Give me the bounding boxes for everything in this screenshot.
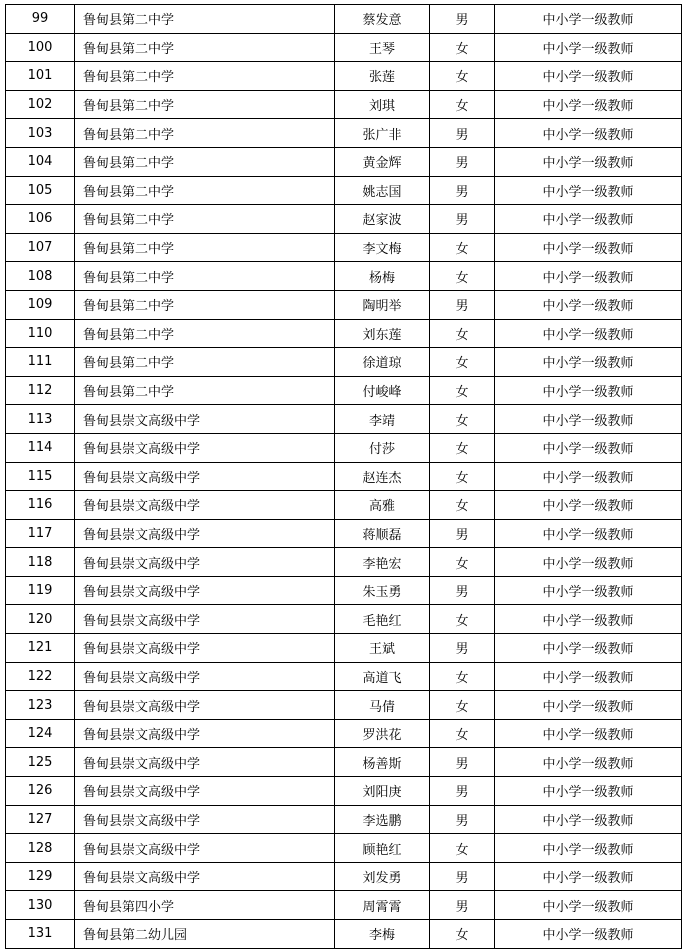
school-cell: 鲁甸县崇文高级中学 <box>75 433 335 462</box>
table-row <box>6 777 682 806</box>
title-cell: 中小学一级教师 <box>495 491 682 520</box>
row-number-cell: 102 <box>6 90 75 119</box>
table-row <box>6 262 682 291</box>
row-number-cell: 116 <box>6 491 75 520</box>
gender-cell: 男 <box>430 290 495 319</box>
title-cell: 中小学一级教师 <box>495 891 682 920</box>
row-number-cell: 114 <box>6 433 75 462</box>
person-name-cell: 王琴 <box>335 33 430 62</box>
school-cell: 鲁甸县崇文高级中学 <box>75 748 335 777</box>
title-cell: 中小学一级教师 <box>495 920 682 949</box>
title-cell: 中小学一级教师 <box>495 634 682 663</box>
person-name-cell: 陶明举 <box>335 290 430 319</box>
school-cell: 鲁甸县崇文高级中学 <box>75 548 335 577</box>
gender-cell: 女 <box>430 376 495 405</box>
school-cell: 鲁甸县崇文高级中学 <box>75 491 335 520</box>
gender-cell: 男 <box>430 576 495 605</box>
row-number-cell: 101 <box>6 62 75 91</box>
title-cell: 中小学一级教师 <box>495 691 682 720</box>
row-number-cell: 109 <box>6 290 75 319</box>
row-number-cell: 131 <box>6 920 75 949</box>
person-name-cell: 蔡发意 <box>335 5 430 34</box>
school-cell: 鲁甸县崇文高级中学 <box>75 405 335 434</box>
row-number-cell: 130 <box>6 891 75 920</box>
school-cell: 鲁甸县崇文高级中学 <box>75 719 335 748</box>
row-number-cell: 104 <box>6 147 75 176</box>
title-cell: 中小学一级教师 <box>495 805 682 834</box>
table-row <box>6 176 682 205</box>
person-name-cell: 徐道琼 <box>335 348 430 377</box>
school-cell: 鲁甸县第二幼儿园 <box>75 920 335 949</box>
title-cell: 中小学一级教师 <box>495 748 682 777</box>
title-cell: 中小学一级教师 <box>495 719 682 748</box>
school-cell: 鲁甸县崇文高级中学 <box>75 862 335 891</box>
table-row <box>6 662 682 691</box>
school-cell: 鲁甸县第二中学 <box>75 290 335 319</box>
gender-cell: 男 <box>430 147 495 176</box>
table-row <box>6 462 682 491</box>
gender-cell: 女 <box>430 262 495 291</box>
gender-cell: 男 <box>430 176 495 205</box>
person-name-cell: 张广非 <box>335 119 430 148</box>
person-name-cell: 李文梅 <box>335 233 430 262</box>
gender-cell: 女 <box>430 405 495 434</box>
table-row <box>6 376 682 405</box>
person-name-cell: 刘阳庚 <box>335 777 430 806</box>
school-cell: 鲁甸县崇文高级中学 <box>75 605 335 634</box>
person-name-cell: 李艳宏 <box>335 548 430 577</box>
title-cell: 中小学一级教师 <box>495 605 682 634</box>
gender-cell: 女 <box>430 433 495 462</box>
table-row <box>6 119 682 148</box>
title-cell: 中小学一级教师 <box>495 433 682 462</box>
gender-cell: 男 <box>430 748 495 777</box>
title-cell: 中小学一级教师 <box>495 147 682 176</box>
table-row <box>6 605 682 634</box>
row-number-cell: 119 <box>6 576 75 605</box>
table-row <box>6 405 682 434</box>
title-cell: 中小学一级教师 <box>495 348 682 377</box>
row-number-cell: 99 <box>6 5 75 34</box>
person-name-cell: 杨梅 <box>335 262 430 291</box>
gender-cell: 男 <box>430 634 495 663</box>
table-row <box>6 348 682 377</box>
school-cell: 鲁甸县第二中学 <box>75 262 335 291</box>
table-row <box>6 319 682 348</box>
gender-cell: 男 <box>430 205 495 234</box>
school-cell: 鲁甸县第四小学 <box>75 891 335 920</box>
school-cell: 鲁甸县崇文高级中学 <box>75 519 335 548</box>
title-cell: 中小学一级教师 <box>495 5 682 34</box>
title-cell: 中小学一级教师 <box>495 290 682 319</box>
title-cell: 中小学一级教师 <box>495 205 682 234</box>
person-name-cell: 蒋顺磊 <box>335 519 430 548</box>
table-row <box>6 5 682 34</box>
person-name-cell: 刘东莲 <box>335 319 430 348</box>
row-number-cell: 111 <box>6 348 75 377</box>
table-row <box>6 491 682 520</box>
person-name-cell: 顾艳红 <box>335 834 430 863</box>
row-number-cell: 100 <box>6 33 75 62</box>
title-cell: 中小学一级教师 <box>495 33 682 62</box>
row-number-cell: 121 <box>6 634 75 663</box>
person-name-cell: 赵家波 <box>335 205 430 234</box>
row-number-cell: 106 <box>6 205 75 234</box>
gender-cell: 男 <box>430 891 495 920</box>
school-cell: 鲁甸县第二中学 <box>75 5 335 34</box>
person-name-cell: 李靖 <box>335 405 430 434</box>
gender-cell: 男 <box>430 862 495 891</box>
title-cell: 中小学一级教师 <box>495 62 682 91</box>
table-row <box>6 233 682 262</box>
person-name-cell: 姚志国 <box>335 176 430 205</box>
gender-cell: 男 <box>430 5 495 34</box>
person-name-cell: 周霄霄 <box>335 891 430 920</box>
table-row <box>6 805 682 834</box>
title-cell: 中小学一级教师 <box>495 119 682 148</box>
table-row <box>6 891 682 920</box>
row-number-cell: 122 <box>6 662 75 691</box>
gender-cell: 女 <box>430 90 495 119</box>
school-cell: 鲁甸县第二中学 <box>75 233 335 262</box>
person-name-cell: 朱玉勇 <box>335 576 430 605</box>
table-row <box>6 519 682 548</box>
table-row <box>6 748 682 777</box>
gender-cell: 女 <box>430 62 495 91</box>
person-name-cell: 李梅 <box>335 920 430 949</box>
table-row <box>6 634 682 663</box>
school-cell: 鲁甸县第二中学 <box>75 176 335 205</box>
table-row <box>6 576 682 605</box>
row-number-cell: 128 <box>6 834 75 863</box>
title-cell: 中小学一级教师 <box>495 662 682 691</box>
row-number-cell: 112 <box>6 376 75 405</box>
table-row <box>6 862 682 891</box>
table-row <box>6 205 682 234</box>
school-cell: 鲁甸县崇文高级中学 <box>75 777 335 806</box>
gender-cell: 男 <box>430 519 495 548</box>
table-row <box>6 433 682 462</box>
table-row <box>6 290 682 319</box>
school-cell: 鲁甸县崇文高级中学 <box>75 634 335 663</box>
gender-cell: 女 <box>430 605 495 634</box>
row-number-cell: 123 <box>6 691 75 720</box>
school-cell: 鲁甸县第二中学 <box>75 147 335 176</box>
gender-cell: 女 <box>430 548 495 577</box>
gender-cell: 女 <box>430 462 495 491</box>
school-cell: 鲁甸县第二中学 <box>75 205 335 234</box>
row-number-cell: 125 <box>6 748 75 777</box>
table-row <box>6 548 682 577</box>
title-cell: 中小学一级教师 <box>495 405 682 434</box>
school-cell: 鲁甸县第二中学 <box>75 319 335 348</box>
table-row <box>6 90 682 119</box>
row-number-cell: 113 <box>6 405 75 434</box>
title-cell: 中小学一级教师 <box>495 862 682 891</box>
gender-cell: 女 <box>430 719 495 748</box>
row-number-cell: 118 <box>6 548 75 577</box>
gender-cell: 男 <box>430 119 495 148</box>
row-number-cell: 126 <box>6 777 75 806</box>
gender-cell: 女 <box>430 662 495 691</box>
table-row <box>6 834 682 863</box>
person-name-cell: 毛艳红 <box>335 605 430 634</box>
title-cell: 中小学一级教师 <box>495 777 682 806</box>
title-cell: 中小学一级教师 <box>495 834 682 863</box>
person-name-cell: 杨善斯 <box>335 748 430 777</box>
person-name-cell: 李选鹏 <box>335 805 430 834</box>
row-number-cell: 124 <box>6 719 75 748</box>
row-number-cell: 107 <box>6 233 75 262</box>
gender-cell: 女 <box>430 319 495 348</box>
title-cell: 中小学一级教师 <box>495 376 682 405</box>
row-number-cell: 117 <box>6 519 75 548</box>
row-number-cell: 103 <box>6 119 75 148</box>
table-row <box>6 147 682 176</box>
person-name-cell: 罗洪花 <box>335 719 430 748</box>
school-cell: 鲁甸县崇文高级中学 <box>75 462 335 491</box>
table-row <box>6 920 682 949</box>
title-cell: 中小学一级教师 <box>495 519 682 548</box>
row-number-cell: 115 <box>6 462 75 491</box>
school-cell: 鲁甸县崇文高级中学 <box>75 576 335 605</box>
school-cell: 鲁甸县第二中学 <box>75 62 335 91</box>
row-number-cell: 108 <box>6 262 75 291</box>
school-cell: 鲁甸县崇文高级中学 <box>75 834 335 863</box>
school-cell: 鲁甸县第二中学 <box>75 348 335 377</box>
gender-cell: 女 <box>430 691 495 720</box>
table-row <box>6 719 682 748</box>
row-number-cell: 110 <box>6 319 75 348</box>
school-cell: 鲁甸县第二中学 <box>75 90 335 119</box>
title-cell: 中小学一级教师 <box>495 548 682 577</box>
table-row <box>6 62 682 91</box>
title-cell: 中小学一级教师 <box>495 176 682 205</box>
teacher-list-table <box>5 4 682 949</box>
person-name-cell: 刘发勇 <box>335 862 430 891</box>
title-cell: 中小学一级教师 <box>495 233 682 262</box>
person-name-cell: 黄金辉 <box>335 147 430 176</box>
gender-cell: 女 <box>430 834 495 863</box>
person-name-cell: 付莎 <box>335 433 430 462</box>
row-number-cell: 120 <box>6 605 75 634</box>
person-name-cell: 马倩 <box>335 691 430 720</box>
row-number-cell: 129 <box>6 862 75 891</box>
title-cell: 中小学一级教师 <box>495 319 682 348</box>
title-cell: 中小学一级教师 <box>495 576 682 605</box>
school-cell: 鲁甸县第二中学 <box>75 119 335 148</box>
title-cell: 中小学一级教师 <box>495 90 682 119</box>
person-name-cell: 赵连杰 <box>335 462 430 491</box>
school-cell: 鲁甸县崇文高级中学 <box>75 805 335 834</box>
school-cell: 鲁甸县崇文高级中学 <box>75 662 335 691</box>
title-cell: 中小学一级教师 <box>495 262 682 291</box>
table-body <box>6 5 682 949</box>
gender-cell: 女 <box>430 348 495 377</box>
person-name-cell: 付峻峰 <box>335 376 430 405</box>
school-cell: 鲁甸县崇文高级中学 <box>75 691 335 720</box>
gender-cell: 男 <box>430 777 495 806</box>
row-number-cell: 127 <box>6 805 75 834</box>
title-cell: 中小学一级教师 <box>495 462 682 491</box>
person-name-cell: 刘琪 <box>335 90 430 119</box>
row-number-cell: 105 <box>6 176 75 205</box>
person-name-cell: 王斌 <box>335 634 430 663</box>
person-name-cell: 张莲 <box>335 62 430 91</box>
gender-cell: 女 <box>430 33 495 62</box>
person-name-cell: 高雅 <box>335 491 430 520</box>
school-cell: 鲁甸县第二中学 <box>75 376 335 405</box>
gender-cell: 女 <box>430 233 495 262</box>
gender-cell: 男 <box>430 805 495 834</box>
person-name-cell: 高道飞 <box>335 662 430 691</box>
table-row <box>6 33 682 62</box>
table-row <box>6 691 682 720</box>
school-cell: 鲁甸县第二中学 <box>75 33 335 62</box>
gender-cell: 女 <box>430 491 495 520</box>
gender-cell: 女 <box>430 920 495 949</box>
